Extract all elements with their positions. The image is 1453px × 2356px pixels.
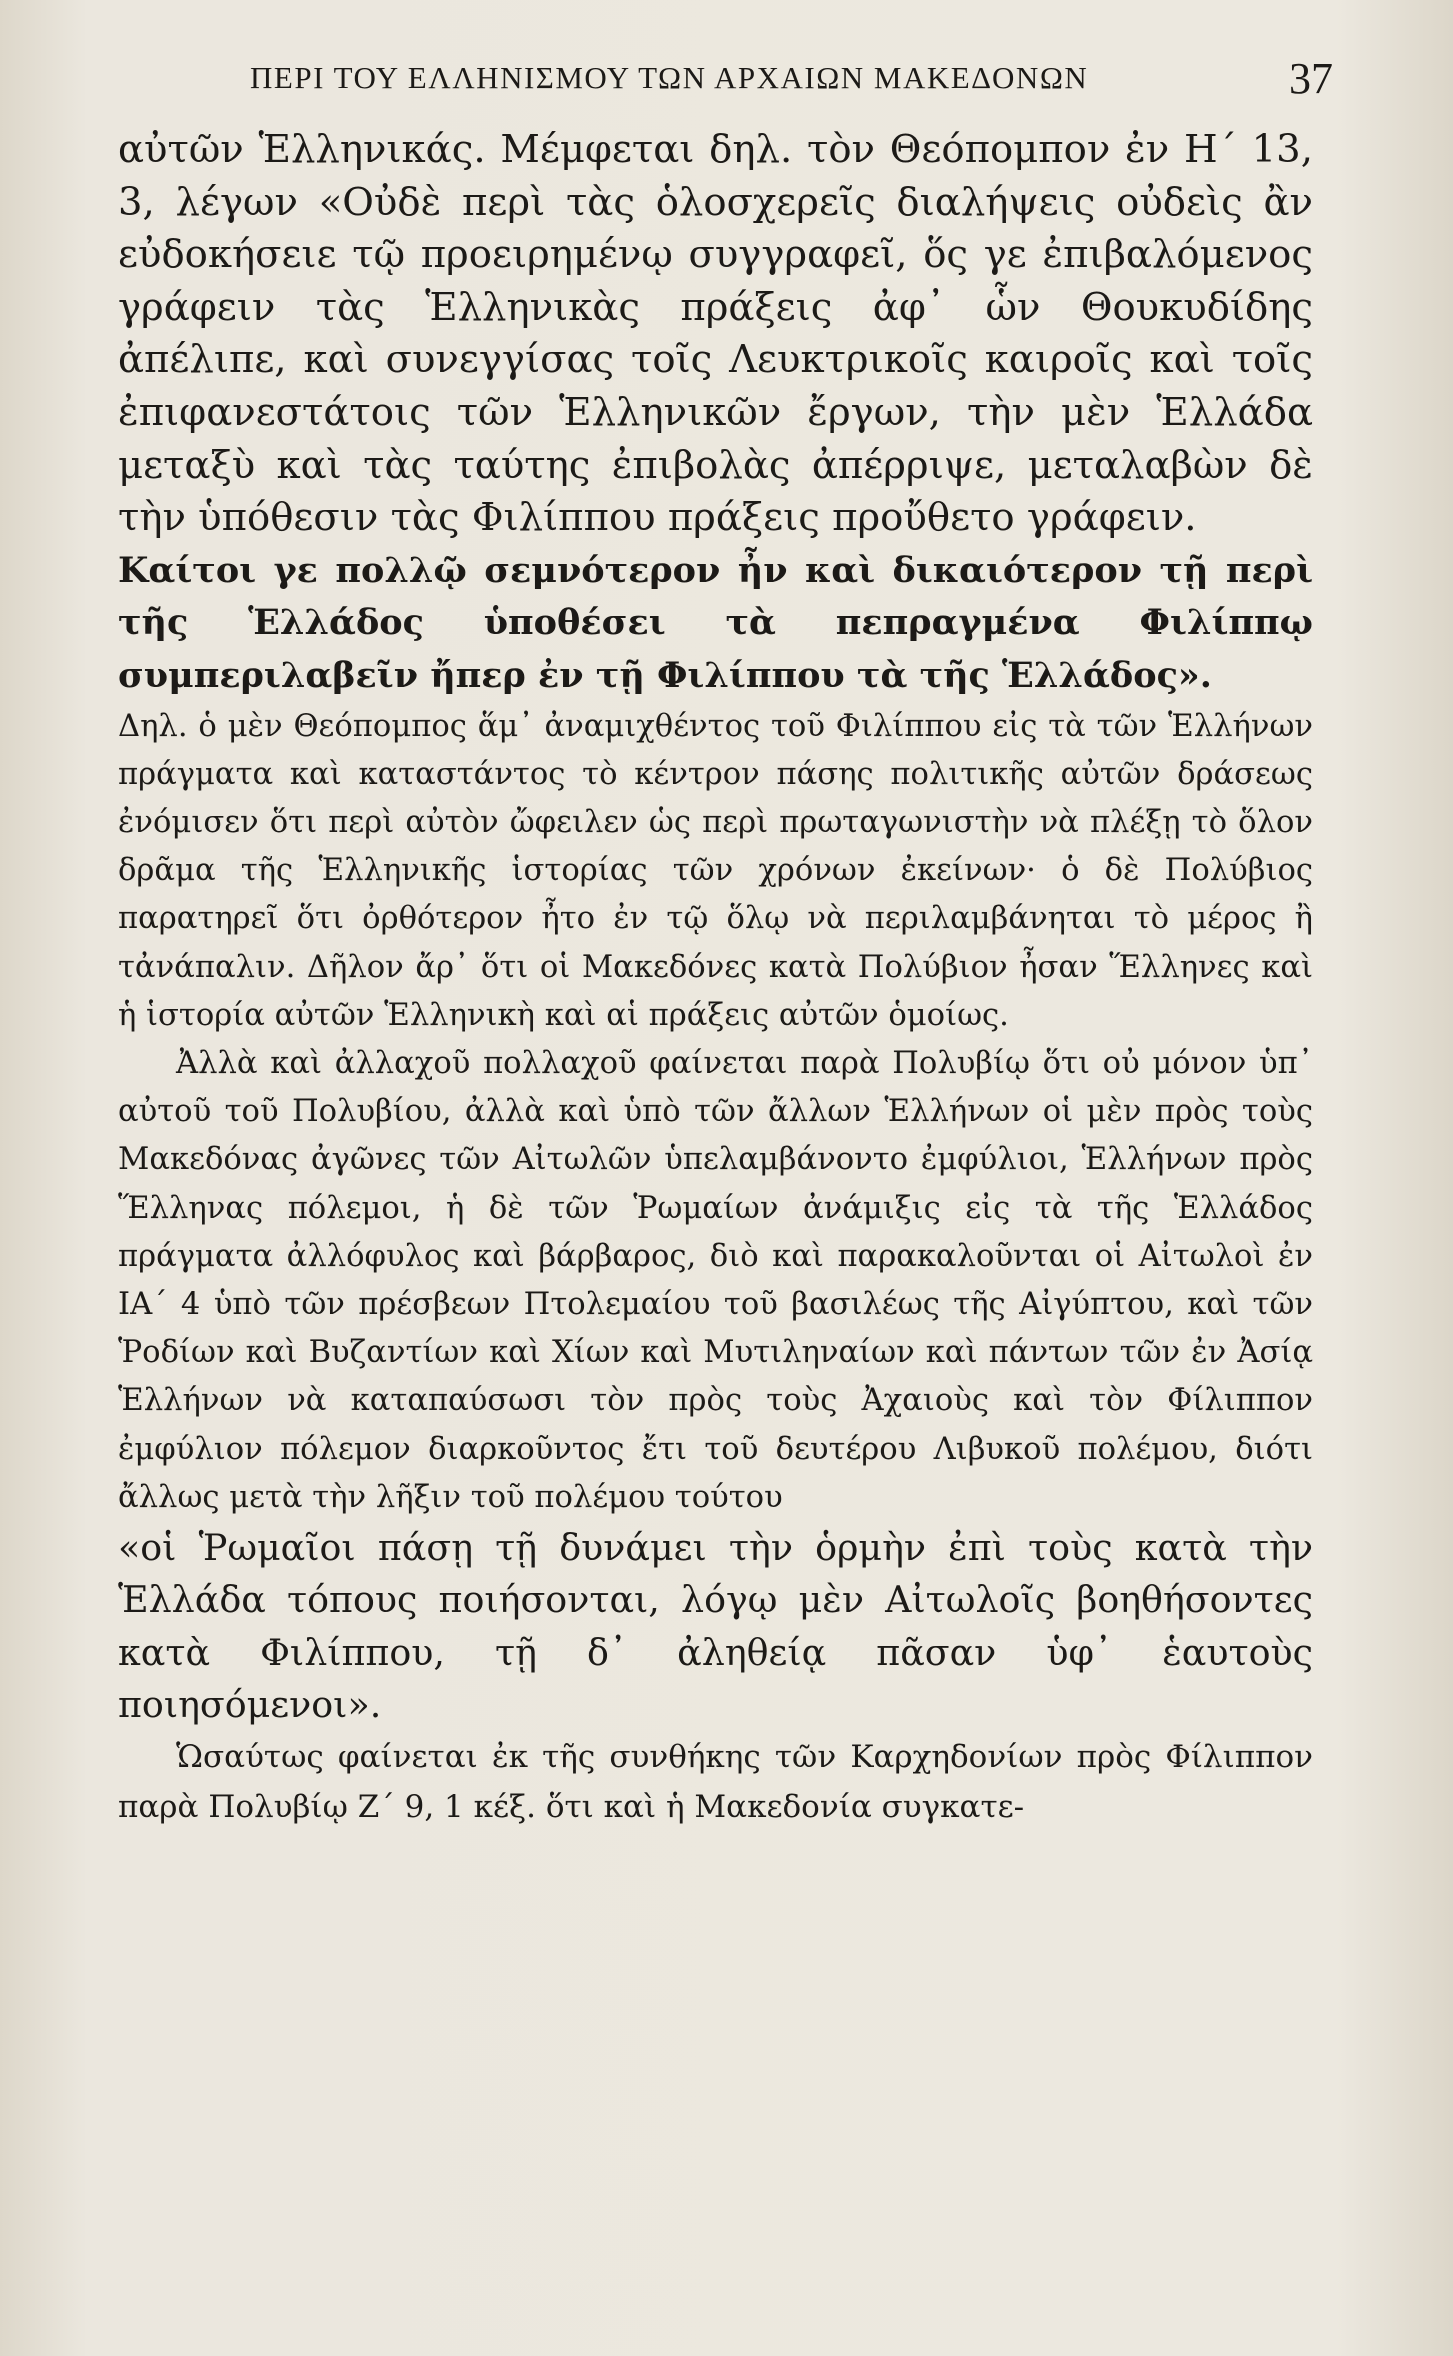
paragraph-4: Ἀλλὰ καὶ ἀλλαχοῦ πολλαχοῦ φαίνεται παρὰ Πολυβίῳ ὅτι οὐ μόνον ὑπ᾽ αὐτοῦ τοῦ Πολυβίου, ἀλλὰ καὶ ὑπὸ τῶν ἄλλων Ἑλλήνων οἱ μὲν πρὸς τοὺς Μακεδόνας ἀγῶνες τῶν Αἰτωλῶν ὑπελαμβάνοντο ἐμφύλιοι, Ἑλλήνων πρὸς Ἕλληνας πόλεμοι, ἡ δὲ τῶν Ῥωμαίων ἀνάμιξις εἰς τὰ τῆς Ἑλλάδος πράγματα ἀλλόφυλος καὶ βάρβαρος, διὸ καὶ παρακαλοῦνται οἱ Αἰτωλοὶ ἐν ΙΑ΄ 4 ὑπὸ τῶν πρέσβεων Πτολεμαίου τοῦ βασιλέως τῆς Αἰγύπτου, καὶ τῶν Ῥοδίων καὶ Βυζαντίων καὶ Χίων καὶ Μυτιληναίων καὶ πάντων τῶν ἐν Ἀσίᾳ Ἑλλήνων νὰ καταπαύσωσι τὸν πρὸς τοὺς Ἀχαιοὺς καὶ τὸν Φίλιππον ἐμφύλιον πόλεμον διαρκοῦντος ἔτι τοῦ δευτέρου Λιβυκοῦ πολέμου, διότι ἄλλως μετὰ τὴν λῆξιν τοῦ πολέμου τούτου <box>118 1045 1313 1515</box>
page-number: 37 <box>1289 53 1333 103</box>
paragraph-1: αὐτῶν Ἑλληνικάς. Μέμφεται δηλ. τὸν Θεόπομπον ἐν Η΄ 13, 3, λέγων «Οὐδὲ περὶ τὰς ὁλοσχερεῖς διαλήψεις οὐδεὶς ἂν εὐδοκήσειε τῷ προειρημένῳ συγγραφεῖ, ὅς γε ἐπιβαλόμενος γράφειν τὰς Ἑλληνικὰς πράξεις ἀφ᾽ ὧν Θουκυδίδης ἀπέλιπε, καὶ συνεγγίσας τοῖς Λευκτρικοῖς καιροῖς καὶ τοῖς ἐπιφανεστάτοις τῶν Ἑλληνικῶν ἔργων, τὴν μὲν Ἑλλάδα μεταξὺ καὶ τὰς ταύτης ἐπιβολὰς ἀπέρριψε, μεταλαβὼν δὲ τὴν ὑπόθεσιν τὰς Φιλίππου πράξεις προὔθετο γράφειν. <box>118 127 1313 541</box>
running-title: ΠΕΡΙ ΤΟΥ ΕΛΛΗΝΙΣΜΟΥ ΤΩΝ ΑΡΧΑΙΩΝ ΜΑΚΕΔΟΝΩΝ <box>250 60 1089 95</box>
running-header <box>120 48 1333 108</box>
paragraph-6: Ὡσαύτως φαίνεται ἐκ τῆς συνθήκης τῶν Καρχηδονίων πρὸς Φίλιππον παρὰ Πολυβίῳ Ζ΄ 9, 1 κέξ. ὅτι καὶ ἡ Μακεδονία συγκατε- <box>118 1738 1313 1825</box>
paragraph-3: Δηλ. ὁ μὲν Θεόπομπος ἅμ᾽ ἀναμιχθέντος τοῦ Φιλίππου εἰς τὰ τῶν Ἑλλήνων πράγματα καὶ καταστάντος τὸ κέντρον πάσης πολιτικῆς αὐτῶν δράσεως ἐνόμισεν ὅτι περὶ αὐτὸν ὤφειλεν ὡς περὶ πρωταγωνιστὴν νὰ πλέξῃ τὸ ὅλον δρᾶμα τῆς Ἑλληνικῆς ἱστορίας τῶν χρόνων ἐκείνων· ὁ δὲ Πολύβιος παρατηρεῖ ὅτι ὀρθότερον ἦτο ἐν τῷ ὅλῳ νὰ περιλαμβάνηται τὸ μέρος ἢ τἀνάπαλιν. Δῆλον ἄρ᾽ ὅτι οἱ Μακεδόνες κατὰ Πολύβιον ἦσαν Ἕλληνες καὶ ἡ ἱστορία αὐτῶν Ἑλληνικὴ καὶ αἱ πράξεις αὐτῶν ὁμοίως. <box>118 708 1313 1033</box>
paragraph-2-bold-quote: Καίτοι γε πολλῷ σεμνότερον ἦν καὶ δικαιότερον τῇ περὶ τῆς Ἑλλάδος ὑποθέσει τὰ πεπραγμένα Φιλίππῳ συμπεριλαβεῖν ἤπερ ἐν τῇ Φιλίππου τὰ τῆς Ἑλλάδος». <box>118 549 1313 696</box>
page-body <box>118 124 1313 1832</box>
paragraph-5-quote: «οἱ Ῥωμαῖοι πάσῃ τῇ δυνάμει τὴν ὁρμὴν ἐπὶ τοὺς κατὰ τὴν Ἑλλάδα τόπους ποιήσονται, λόγῳ μὲν Αἰτωλοῖς βοηθήσοντες κατὰ Φιλίππου, τῇ δ᾽ ἀληθείᾳ πᾶσαν ὑφ᾽ ἑαυτοὺς ποιησόμενοι». <box>118 1525 1313 1727</box>
